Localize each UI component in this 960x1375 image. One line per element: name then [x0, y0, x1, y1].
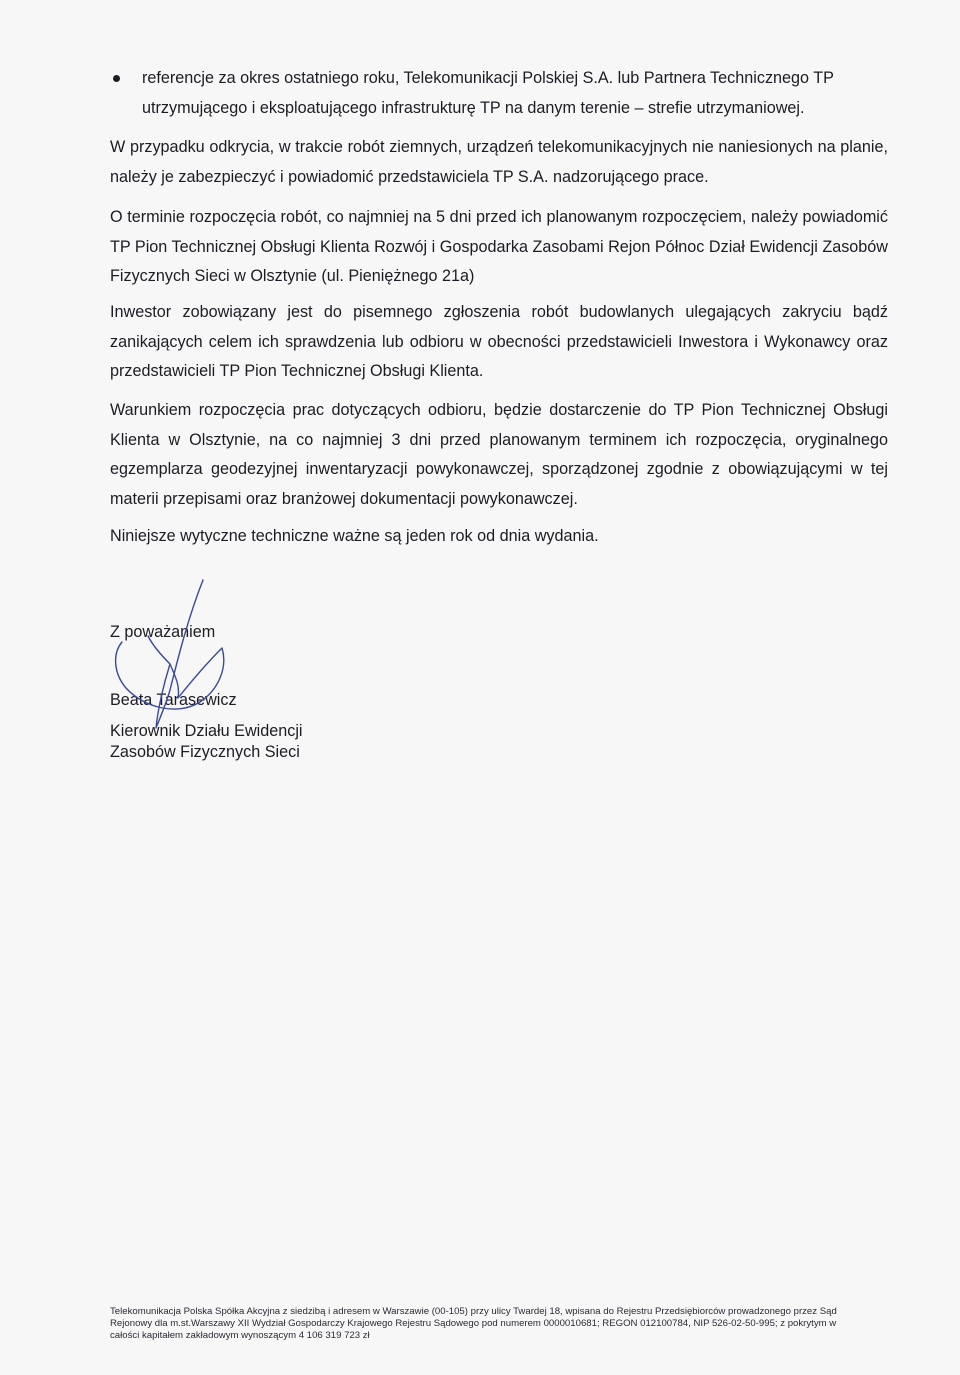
signer-name: Beata Tarasewicz	[110, 691, 237, 709]
bullet-text: referencje za okres ostatniego roku, Telekomunikacji Polskiej S.A. lub Partnera Technicznego TP utrzymującego i eksploatującego infrastrukturę TP na danym terenie – strefie utrzymaniowej.	[142, 69, 834, 117]
footer-line-1: Telekomunikacja Polska Spółka Akcyjna z siedzibą i adresem w Warszawie (00-105) przy ulicy Twardej 18, wpisana do Rejestru Przedsiębiorców prowadzonego przez Sąd	[110, 1306, 837, 1317]
closing-greeting: Z poważaniem	[110, 623, 216, 641]
paragraph-uncovered-equipment: W przypadku odkrycia, w trakcie robót ziemnych, urządzeń telekomunikacyjnych nie naniesionych na planie, należy je zabezpieczyć i powiadomić przedstawiciela TP S.A. nadzorującego prace.	[110, 138, 888, 186]
paragraph-validity: Niniejsze wytyczne techniczne ważne są jeden rok od dnia wydania.	[110, 527, 599, 545]
paragraph-acceptance-condition: Warunkiem rozpoczęcia prac dotyczących odbioru, będzie dostarczenie do TP Pion Technicznej Obsługi Klienta w Olsztynie, na co najmniej 3 dni przed planowanym terminem ich rozpoczęcia, oryginalnego egzemplarza geodezyjnej inwentaryzacji powykonawczej, sporządzonej zgodnie z obowiązującymi w tej materii przepisami oraz branżowej dokumentacji powykonawczej.	[110, 401, 888, 508]
signer-title-line-2: Zasobów Fizycznych Sieci	[110, 743, 300, 761]
paragraph-start-notification: O terminie rozpoczęcia robót, co najmniej na 5 dni przed ich planowanym rozpoczęciem, należy powiadomić TP Pion Technicznej Obsługi Klienta Rozwój i Gospodarka Zasobami Rejon Północ Dział Ewidencji Zasobów Fizycznych Sieci w Olsztynie (ul. Pieniężnego 21a)	[110, 208, 888, 285]
bullet-icon	[113, 75, 120, 82]
footer-line-3: całości kapitałem zakładowym wynoszącym 4 106 319 723 zł	[110, 1330, 370, 1341]
handwritten-signature	[108, 578, 238, 738]
company-footer	[110, 1306, 890, 1342]
footer-line-2: Rejonowy dla m.st.Warszawy XII Wydział Gospodarczy Krajowego Rejestru Sądowego pod numerem 0000010681; REGON 012100784, NIP 526-02-50-995; z pokrytym w	[110, 1318, 837, 1329]
signer-title-line-1: Kierownik Działu Ewidencji	[110, 722, 303, 740]
paragraph-investor-obligation: Inwestor zobowiązany jest do pisemnego zgłoszenia robót budowlanych ulegających zakryciu bądź zanikających celem ich sprawdzenia lub odbioru w obecności przedstawicieli Inwestora i Wykonawcy oraz przedstawicieli TP Pion Technicznej Obsługi Klienta.	[110, 303, 888, 380]
